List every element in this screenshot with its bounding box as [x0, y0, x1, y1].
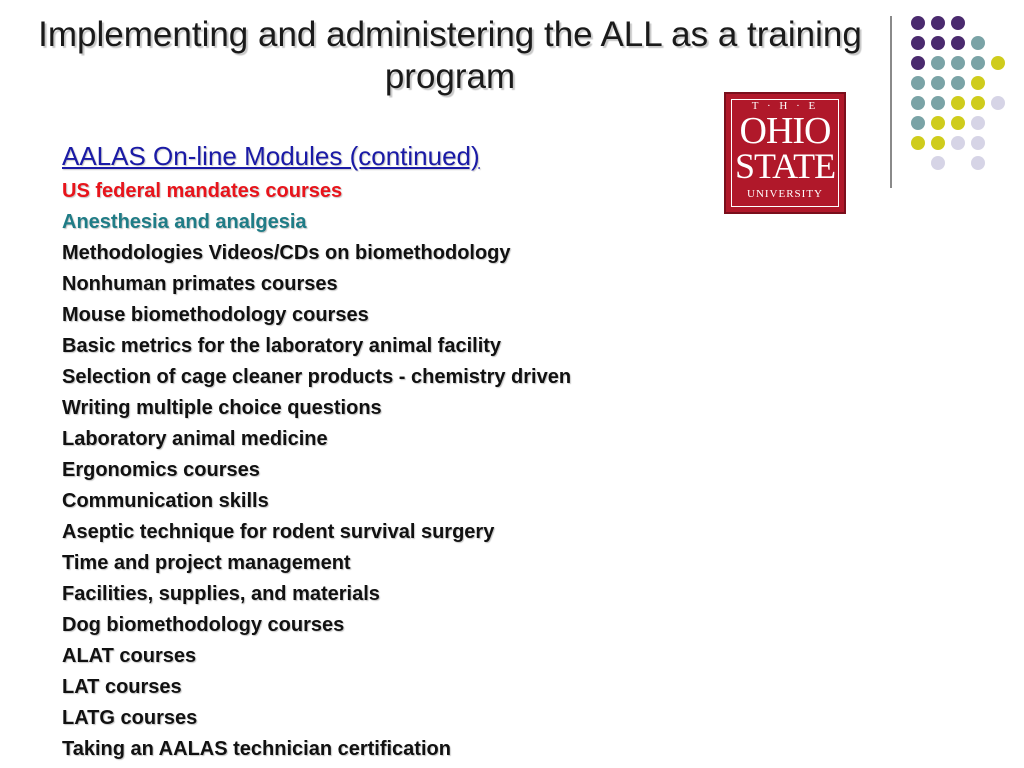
dot [931, 96, 945, 110]
dot [971, 36, 985, 50]
dot [971, 56, 985, 70]
dot [951, 16, 965, 30]
dot [991, 56, 1005, 70]
dot [971, 116, 985, 130]
ohio-state-logo [724, 92, 846, 214]
dot [931, 76, 945, 90]
content-list [62, 140, 571, 765]
dot [951, 76, 965, 90]
list-item: Selection of cage cleaner products - chemistry driven [62, 366, 572, 388]
vertical-divider [890, 16, 892, 188]
dot [951, 116, 965, 130]
list-item: Basic metrics for the laboratory animal facility [62, 335, 502, 357]
dot [911, 116, 925, 130]
dot [931, 16, 945, 30]
dot [931, 136, 945, 150]
dot [931, 56, 945, 70]
logo-the: T · H · E [751, 100, 819, 112]
section-heading: AALAS On-line Modules (continued) [62, 141, 480, 171]
dot [911, 76, 925, 90]
dot [951, 56, 965, 70]
list-item: Methodologies Videos/CDs on biomethodology [62, 242, 511, 264]
list-item: ALAT courses [62, 645, 197, 667]
dot [971, 76, 985, 90]
logo-university: UNIVERSITY [747, 188, 823, 200]
list-item: Facilities, supplies, and materials [62, 583, 380, 605]
dot [911, 96, 925, 110]
list-item: Ergonomics courses [62, 459, 260, 481]
list-item: LATG courses [62, 707, 198, 729]
dot [971, 156, 985, 170]
dot [931, 116, 945, 130]
list-item: Mouse biomethodology courses [62, 304, 369, 326]
list-item: Aseptic technique for rodent survival surgery [62, 521, 495, 543]
list-item: LAT courses [62, 676, 182, 698]
dot [911, 36, 925, 50]
dot [931, 156, 945, 170]
list-item: Writing multiple choice questions [62, 397, 382, 419]
dot [911, 136, 925, 150]
list-item: Nonhuman primates courses [62, 273, 338, 295]
list-item: Laboratory animal medicine [62, 428, 328, 450]
slide-title: Implementing and administering the ALL as a training program [38, 15, 862, 96]
list-item: Time and project management [62, 552, 351, 574]
logo-ohio: OHIO [739, 110, 831, 152]
dot [931, 36, 945, 50]
dot [951, 136, 965, 150]
dot [911, 16, 925, 30]
dot [971, 136, 985, 150]
list-item: US federal mandates courses [62, 180, 343, 202]
dot [911, 56, 925, 70]
dot [971, 96, 985, 110]
dot [991, 96, 1005, 110]
list-item: Taking an AALAS technician certification [62, 738, 451, 760]
list-item: Communication skills [62, 490, 269, 512]
dot [951, 36, 965, 50]
list-item: Dog biomethodology courses [62, 614, 345, 636]
logo-state: STATE [734, 146, 836, 186]
dot [951, 96, 965, 110]
list-item: Anesthesia and analgesia [62, 211, 307, 233]
